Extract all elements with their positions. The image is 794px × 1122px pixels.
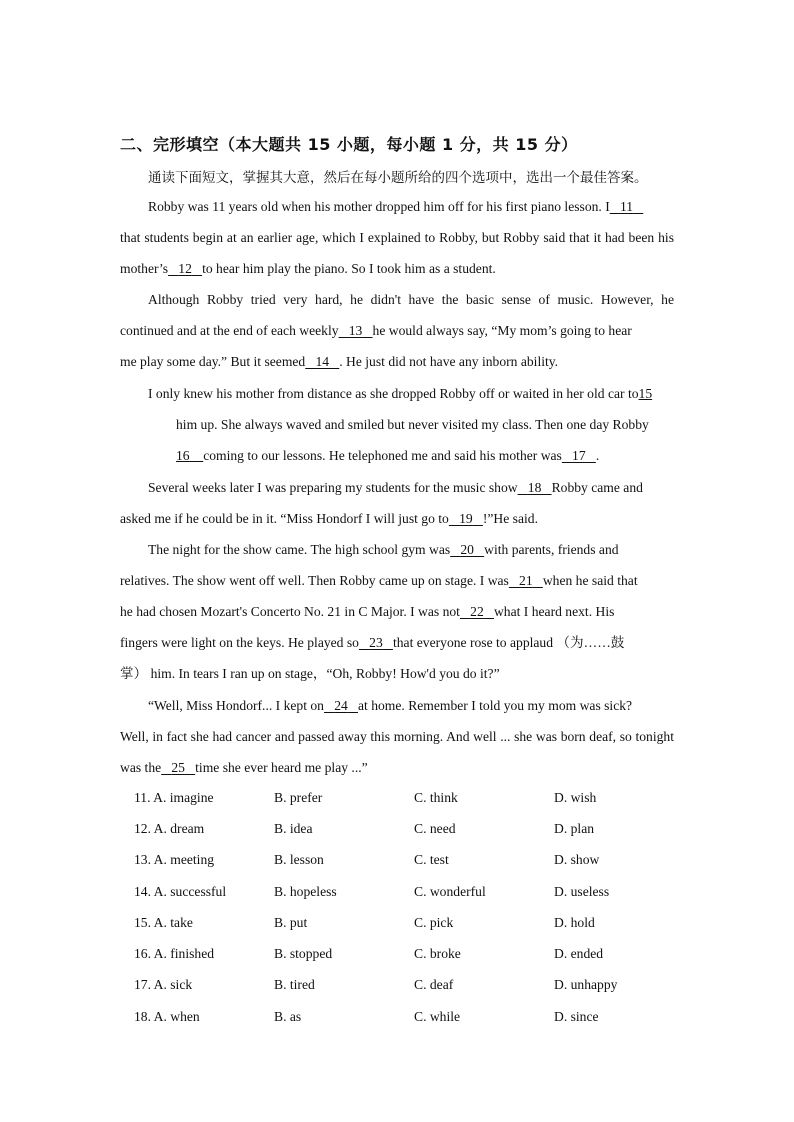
- section-title: 二、完形填空（本大题共 15 小题，每小题 1 分，共 15 分）: [120, 135, 578, 154]
- option-b: B. idea: [274, 821, 313, 836]
- option-c: C. wonderful: [414, 884, 486, 899]
- option-d: D. hold: [554, 915, 595, 930]
- section-instruction: 通读下面短文，掌握其大意，然后在每小题所给的四个选项中，选出一个最佳答案。: [148, 170, 648, 186]
- option-d: D. show: [554, 852, 600, 867]
- passage-line: 16 coming to our lessons. He telephoned me and said his mother was 17 .: [176, 448, 600, 463]
- option-b: B. put: [274, 915, 308, 930]
- option-b: B. tired: [274, 977, 315, 992]
- passage-line: “Well, Miss Hondorf... I kept on 24 at home. Remember I told you my mom was sick?: [148, 698, 633, 713]
- option-c: C. while: [414, 1009, 461, 1024]
- passage-line: relatives. The show went off well. Then Robby came up on stage. I was 21 when he said that: [120, 573, 638, 588]
- blank-21: 21: [519, 573, 533, 588]
- option-b: B. prefer: [274, 790, 323, 805]
- option-d: D. ended: [554, 946, 604, 961]
- option-c: C. broke: [414, 946, 461, 961]
- option-row: [134, 790, 694, 810]
- blank-15: 15: [638, 386, 653, 401]
- option-a: 12. A. dream: [134, 821, 205, 836]
- option-a: 16. A. finished: [134, 946, 215, 961]
- option-row: [134, 852, 694, 872]
- option-row: [134, 915, 694, 935]
- passage-line: 掌） him. In tears I ran up on stage，“Oh, Robby! How'd you do it?”: [120, 666, 500, 681]
- option-c: C. need: [414, 821, 456, 836]
- passage-line: fingers were light on the keys. He played so 23 that everyone rose to applaud （为……鼓: [120, 635, 625, 650]
- blank-22: 22: [470, 604, 484, 619]
- option-row: [134, 884, 694, 904]
- option-a: 13. A. meeting: [134, 852, 215, 867]
- option-c: C. pick: [414, 915, 454, 930]
- blank-14: 14: [315, 354, 330, 369]
- blank-18: 18: [527, 480, 542, 495]
- option-row: [134, 977, 694, 997]
- option-row: [134, 946, 694, 966]
- option-d: D. wish: [554, 790, 597, 805]
- blank-23: 23: [369, 635, 383, 650]
- option-b: B. as: [274, 1009, 302, 1024]
- passage-line: I only knew his mother from distance as she dropped Robby off or waited in her old car to15: [148, 386, 653, 401]
- passage-line: that students begin at an earlier age, which I explained to Robby, but Robby said that it had been his: [120, 230, 674, 245]
- option-b: B. stopped: [274, 946, 333, 961]
- blank-11: 11: [619, 199, 634, 214]
- passage-line: Well, in fact she had cancer and passed away this morning. And well ... she was born deaf, so tonight: [120, 729, 674, 744]
- option-d: D. unhappy: [554, 977, 618, 992]
- passage-line: Although Robby tried very hard, he didn't have the basic sense of music. However, he: [148, 292, 674, 307]
- blank-17: 17: [572, 448, 586, 463]
- option-d: D. useless: [554, 884, 610, 899]
- blank-20: 20: [460, 542, 474, 557]
- option-d: D. since: [554, 1009, 599, 1024]
- option-c: C. test: [414, 852, 449, 867]
- option-a: 14. A. successful: [134, 884, 227, 899]
- option-a: 17. A. sick: [134, 977, 193, 992]
- option-a: 18. A. when: [134, 1009, 200, 1024]
- passage-line: mother’s 12 to hear him play the piano. So I took him as a student.: [120, 261, 496, 276]
- option-a: 15. A. take: [134, 915, 193, 930]
- passage-line: Robby was 11 years old when his mother dropped him off for his first piano lesson. I 11: [148, 198, 643, 216]
- option-b: B. hopeless: [274, 884, 337, 899]
- option-row: [134, 1009, 694, 1029]
- blank-12: 12: [178, 261, 192, 276]
- passage-line: continued and at the end of each weekly 13 he would always say, “My mom’s going to hear: [120, 323, 632, 338]
- blank-13: 13: [348, 323, 363, 338]
- passage-line: asked me if he could be in it. “Miss Hondorf I will just go to 19 !”He said.: [120, 511, 538, 526]
- blank-25: 25: [171, 760, 185, 775]
- option-d: D. plan: [554, 821, 595, 836]
- blank-24: 24: [334, 698, 348, 713]
- option-a: 11. A. imagine: [134, 790, 214, 805]
- option-c: C. think: [414, 790, 458, 805]
- option-row: [134, 821, 694, 841]
- blank-16: 16: [176, 448, 190, 463]
- passage-line: me play some day.” But it seemed 14 . He just did not have any inborn ability.: [120, 354, 559, 369]
- passage-line: was the 25 time she ever heard me play ...”: [120, 760, 368, 775]
- option-c: C. deaf: [414, 977, 454, 992]
- passage-line: The night for the show came. The high school gym was 20 with parents, friends and: [148, 542, 619, 557]
- passage-line: he had chosen Mozart's Concerto No. 21 in C Major. I was not 22 what I heard next. His: [120, 604, 615, 619]
- passage-line: him up. She always waved and smiled but never visited my class. Then one day Robby: [176, 417, 649, 432]
- blank-19: 19: [459, 511, 473, 526]
- passage-line: Several weeks later I was preparing my students for the music show 18 Robby came and: [148, 480, 643, 495]
- option-b: B. lesson: [274, 852, 324, 867]
